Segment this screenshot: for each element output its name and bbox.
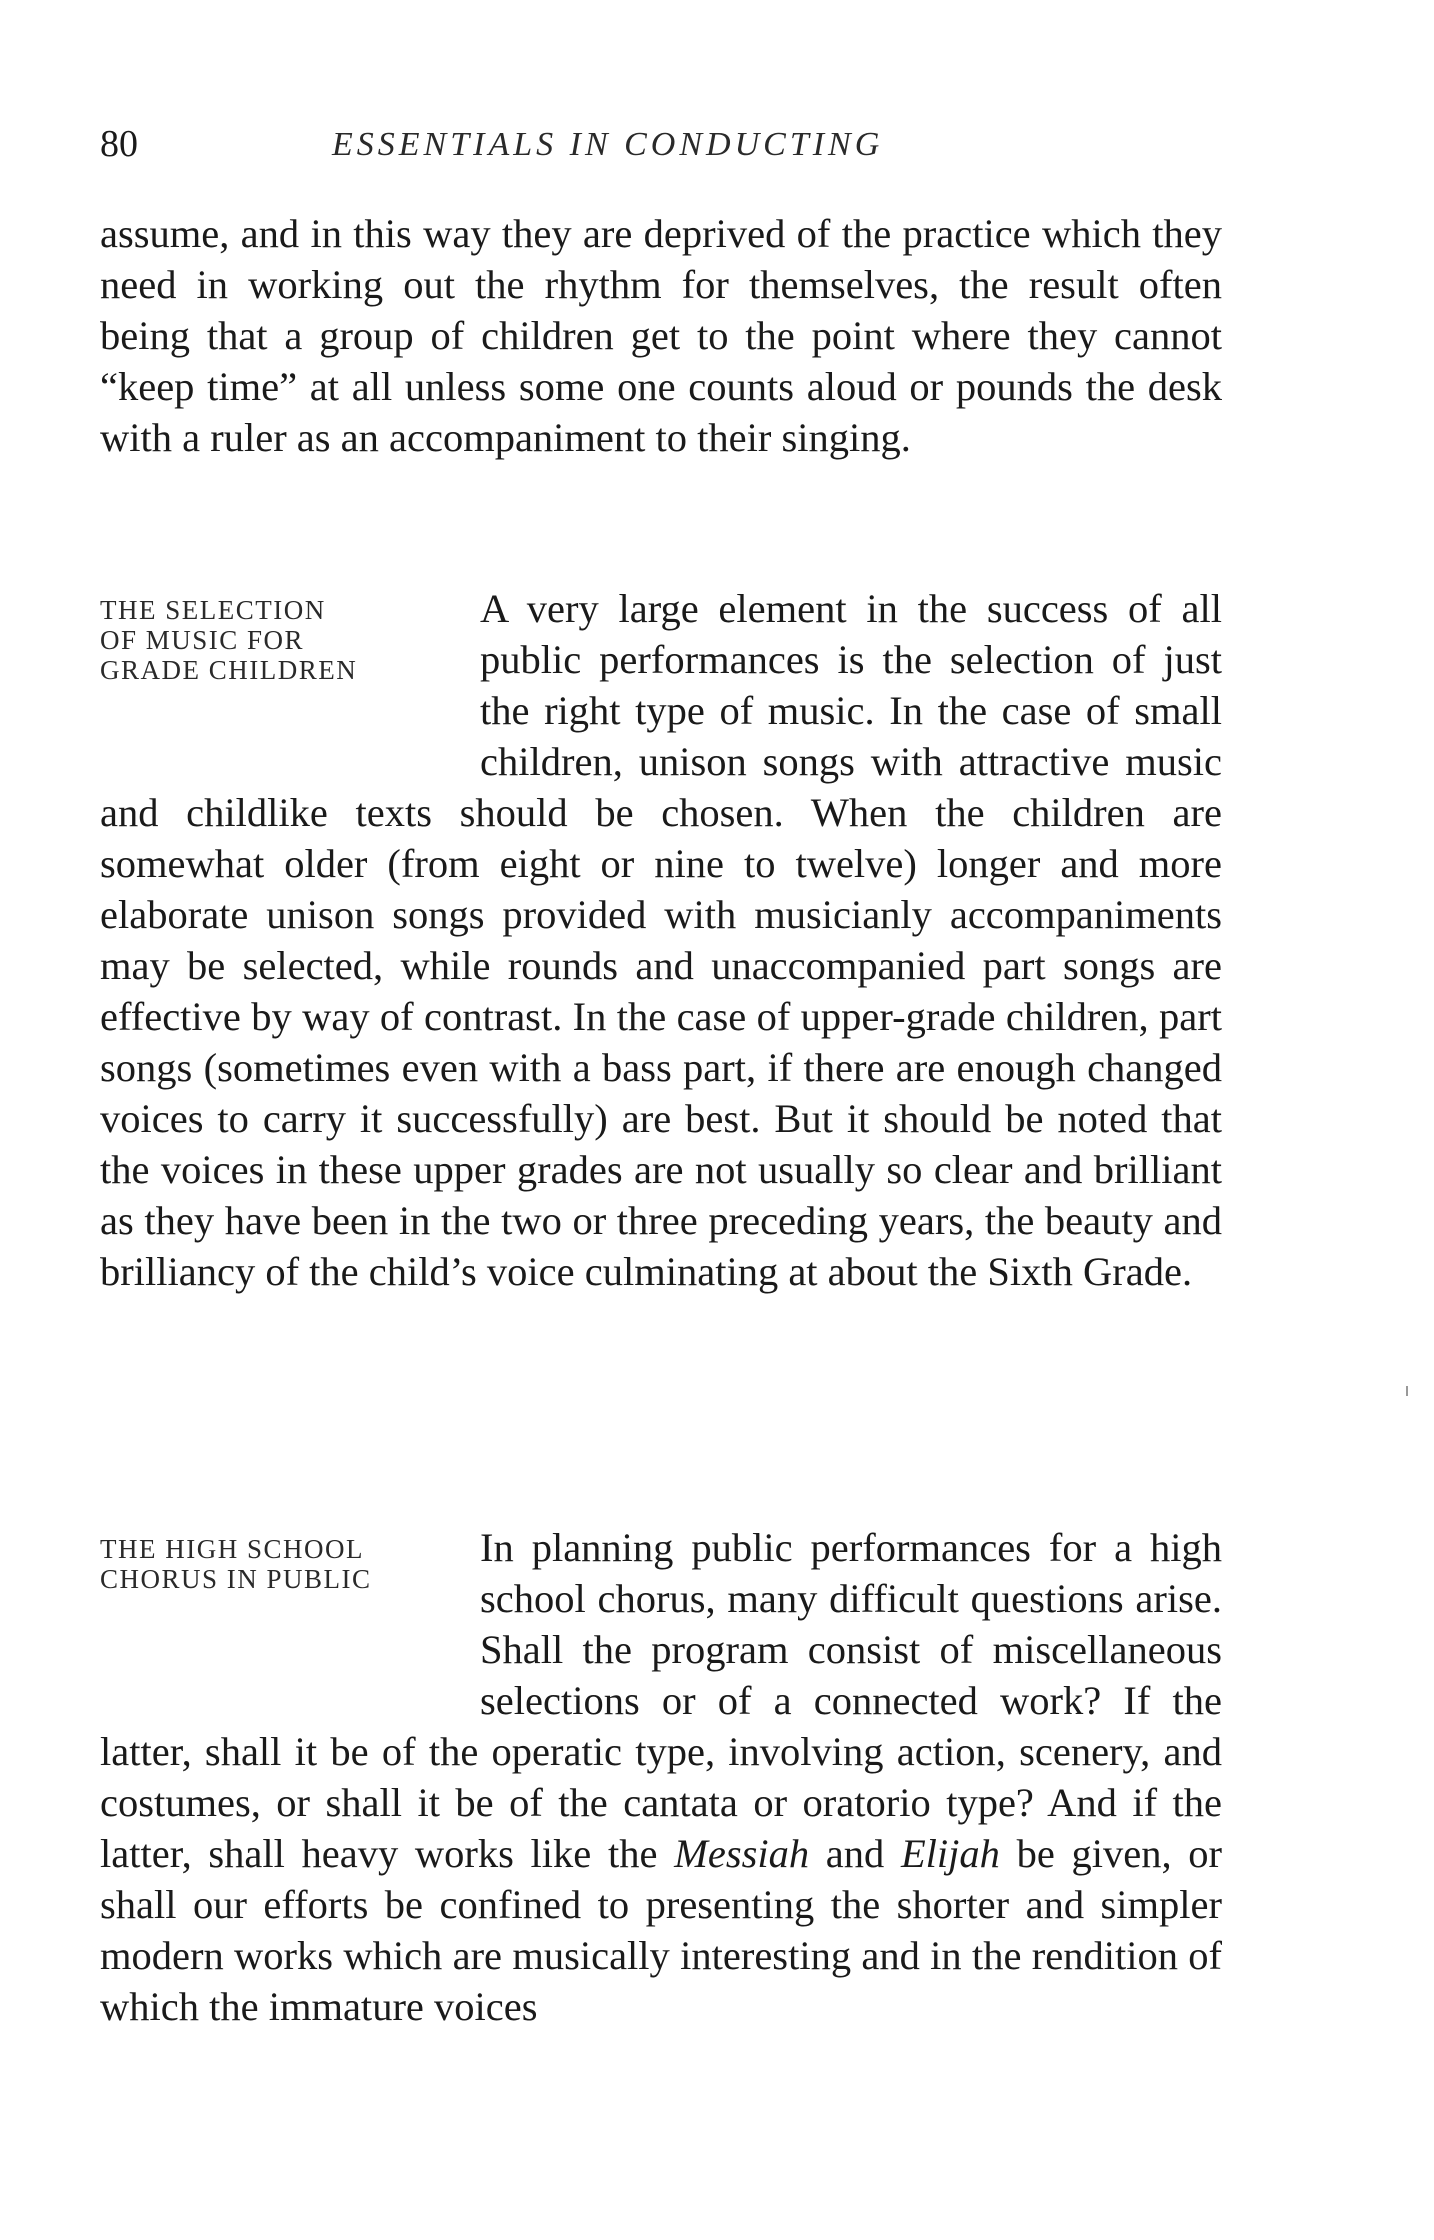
body-text-part-1: In planning public performances for a high school chorus, many difficult questions arise. Shall the program consist of miscellaneous selections or of a connected work? If the latter, shall it be of the operatic type, involving action, scenery, and costumes, or shall it be of the cantata or oratorio type? And if the latter, shall heavy works like the bbox=[100, 1525, 1222, 1876]
sidehead-line: CHORUS IN PUBLIC bbox=[100, 1564, 372, 1594]
continued-paragraph: assume, and in this way they are deprived of the practice which they need in working out the rhythm for themselves, the result often being that a group of children get to the point where they cannot “keep time” at all unless some one counts aloud or pounds the desk with a ruler as an accompaniment to their singing. bbox=[100, 211, 1222, 460]
sidehead-line: THE HIGH SCHOOL bbox=[100, 1534, 364, 1564]
body-text-conjunction: and bbox=[825, 1831, 885, 1876]
section-high-school-chorus bbox=[100, 1522, 1222, 2032]
sidehead-high-school-chorus bbox=[100, 1522, 480, 1684]
sidehead-line: THE SELECTION bbox=[100, 595, 326, 625]
scan-speck bbox=[1406, 1386, 1408, 1396]
sidehead-selection-of-music bbox=[100, 583, 480, 745]
sidehead-line: OF MUSIC FOR bbox=[100, 625, 305, 655]
section-selection-of-music bbox=[100, 583, 1222, 1297]
page-number: 80 bbox=[100, 123, 138, 165]
running-title: ESSENTIALS IN CONDUCTING bbox=[332, 126, 884, 163]
section-selection-body: A very large element in the success of all public performances is the selection of just the right type of music. In the case of small children, unison songs with attractive music and childlike texts should be chosen. When the children are somewhat older (from eight or nine to twelve) longer and more elaborate unison songs provided with musicianly accompaniments may be selected, while rounds and unaccompanied part songs are effective by way of contrast. In the case of upper-grade children, part songs (sometimes even with a bass part, if there are enough changed voices to carry it successfully) are best. But it should be noted that the voices in these upper grades are not usually so clear and brilliant as they have been in the two or three preceding years, the beauty and brilliancy of the child’s voice culminating at about the Sixth Grade. bbox=[100, 586, 1222, 1294]
sidehead-line: GRADE CHILDREN bbox=[100, 655, 358, 685]
body-text-part-2: be given, or shall our efforts be confined to presenting the shorter and simpler modern works which are musically interesting and in the rendition of which the immature voices bbox=[100, 1831, 1223, 2029]
work-title-messiah: Messiah bbox=[674, 1831, 810, 1876]
work-title-elijah: Elijah bbox=[900, 1831, 1000, 1876]
running-head bbox=[100, 122, 1222, 172]
